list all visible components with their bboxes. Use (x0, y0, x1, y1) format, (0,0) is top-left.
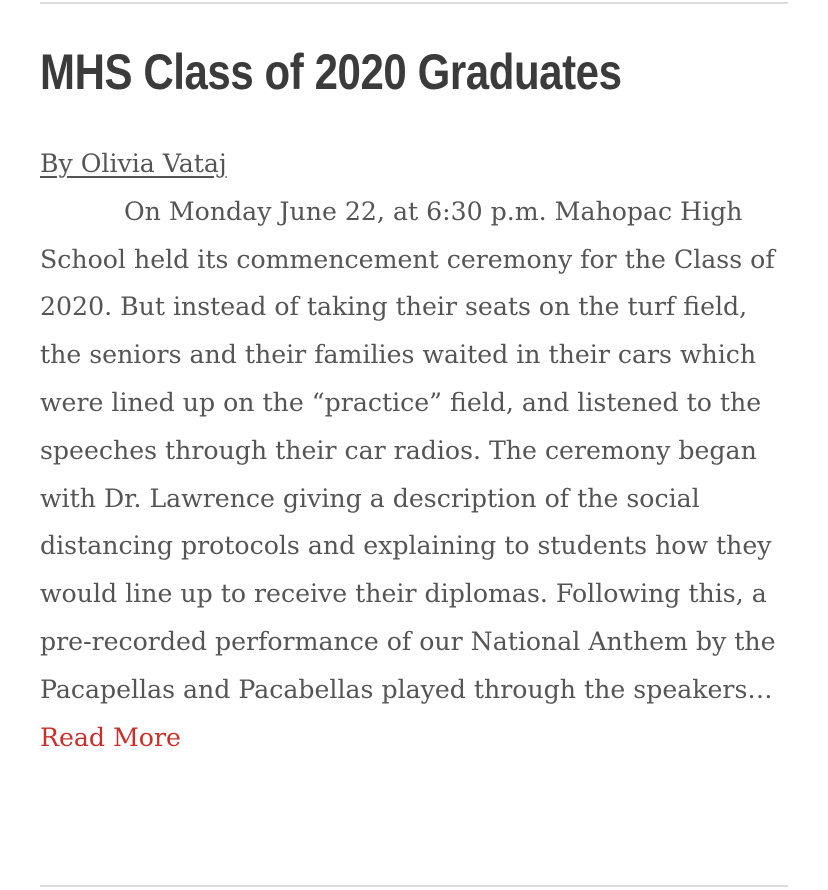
article-content (40, 140, 792, 761)
read-more-link[interactable]: Read More (40, 722, 181, 752)
article-title[interactable]: MHS Class of 2020 Graduates (40, 44, 622, 100)
article-excerpt (40, 188, 792, 762)
author-byline-link[interactable]: By Olivia Vataj (40, 149, 227, 178)
bottom-divider (40, 885, 788, 887)
excerpt-text: On Monday June 22, at 6:30 p.m. Mahopac High School held its commencement ceremony for the Class of 2020. But instead of taking their seats on the turf field, the seniors and their families waited in their cars which were lined up on the “practice” field, and listened to the speeches through their car radios. The ceremony began with Dr. Lawrence giving a description of the social distancing protocols and explaining to students how they would line up to receive their diplomas. Following this, a pre-recorded performance of our National Anthem by the Pacapellas and Pacabellas played through the speakers… (40, 196, 776, 704)
top-divider (40, 2, 788, 4)
